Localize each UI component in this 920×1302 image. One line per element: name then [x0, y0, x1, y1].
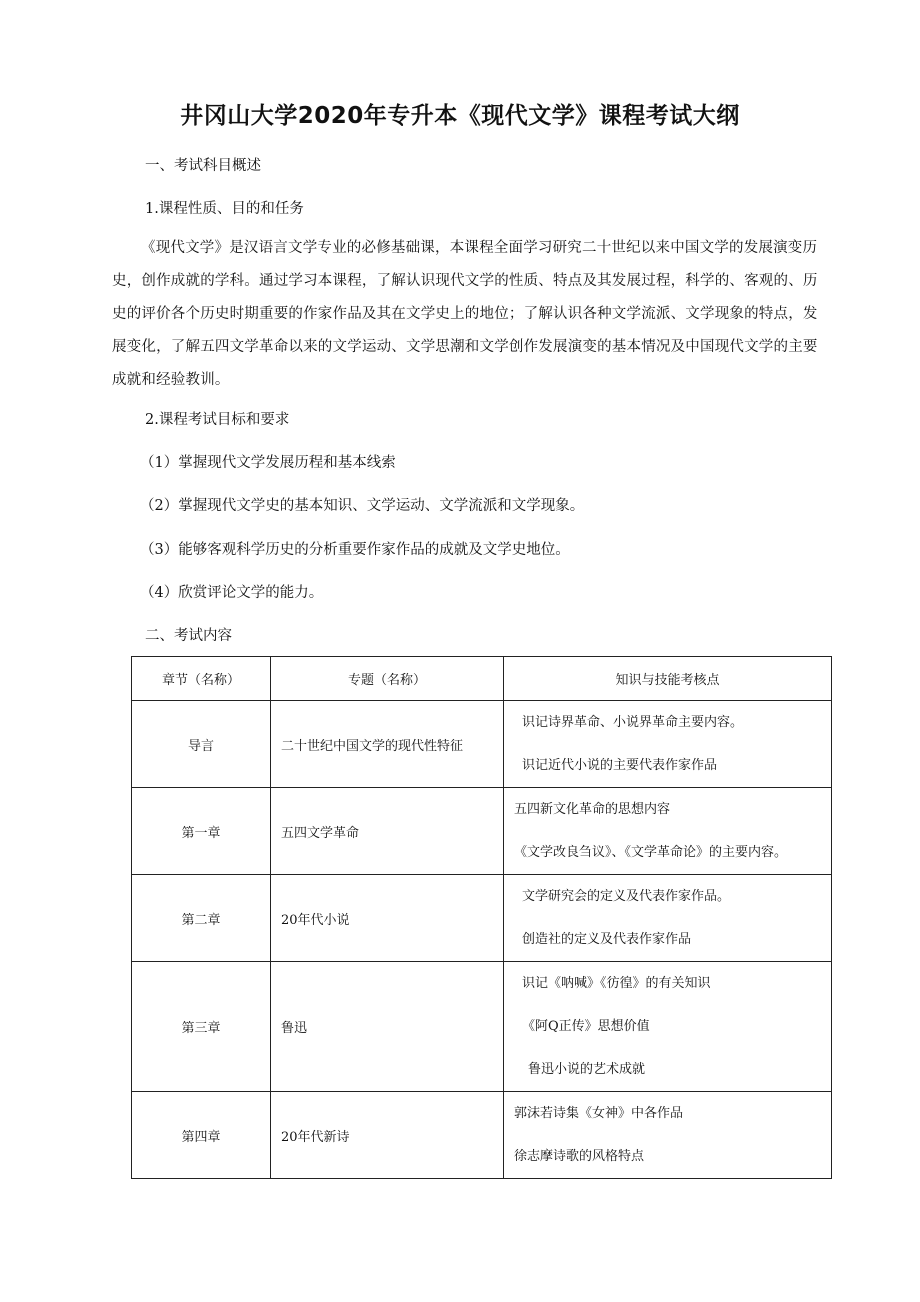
table-row — [132, 701, 832, 788]
goal-item: （4）欣赏评论文学的能力。 — [140, 585, 324, 601]
knowledge-point: 五四新文化革命的思想内容 — [514, 802, 671, 817]
exam-content-table — [131, 656, 832, 1179]
column-header-points: 知识与技能考核点 — [504, 657, 832, 701]
goal-item: （3）能够客观科学历史的分析重要作家作品的成就及文学史地位。 — [140, 542, 570, 558]
table-row — [132, 788, 832, 875]
goal-item: （1）掌握现代文学发展历程和基本线索 — [140, 455, 396, 471]
chapter-cell: 导言 — [132, 701, 271, 788]
knowledge-point: 《阿Q正传》思想价值 — [522, 1019, 650, 1034]
points-cell — [504, 1092, 832, 1179]
knowledge-point: 徐志摩诗歌的风格特点 — [514, 1149, 645, 1164]
subheading-course-nature: 1.课程性质、目的和任务 — [145, 201, 304, 217]
chapter-cell: 第二章 — [132, 875, 271, 962]
column-header-chapter: 章节（名称） — [132, 657, 271, 701]
points-cell — [504, 788, 832, 875]
points-cell — [504, 962, 832, 1092]
topic-cell: 鲁迅 — [271, 962, 504, 1092]
column-header-topic: 专题（名称） — [271, 657, 504, 701]
topic-cell: 20年代小说 — [271, 875, 504, 962]
points-cell — [504, 701, 832, 788]
knowledge-point: 鲁迅小说的艺术成就 — [528, 1062, 646, 1077]
course-description-paragraph: 《现代文学》是汉语言文学专业的必修基础课，本课程全面学习研究二十世纪以来中国文学的发展演变历史，创作成就的学科。通过学习本课程，了解认识现代文学的性质、特点及其发展过程，科学的、客观的、历史的评价各个历史时期重要的作家作品及其在文学史上的地位；了解认识各种文学流派、文学现象的特点，发展变化，了解五四文学革命以来的文学运动、文学思潮和文学创作发展演变的基本情况及中国现代文学的主要成就和经验教训。 — [112, 240, 818, 388]
chapter-cell: 第三章 — [132, 962, 271, 1092]
table-row — [132, 875, 832, 962]
chapter-cell: 第四章 — [132, 1092, 271, 1179]
table-header-row — [132, 657, 832, 701]
knowledge-point: 郭沫若诗集《女神》中各作品 — [514, 1106, 684, 1121]
points-cell — [504, 875, 832, 962]
topic-cell: 五四文学革命 — [271, 788, 504, 875]
topic-cell: 20年代新诗 — [271, 1092, 504, 1179]
knowledge-point: 识记《呐喊》《彷徨》的有关知识 — [522, 976, 711, 991]
topic-cell: 二十世纪中国文学的现代性特征 — [271, 701, 504, 788]
subheading-exam-goals: 2.课程考试目标和要求 — [145, 412, 290, 428]
table-row — [132, 1092, 832, 1179]
knowledge-point: 创造社的定义及代表作家作品 — [522, 932, 692, 947]
knowledge-point: 识记诗界革命、小说界革命主要内容。 — [522, 715, 744, 730]
knowledge-point: 文学研究会的定义及代表作家作品。 — [522, 889, 731, 904]
document-title: 井冈山大学2020年专升本《现代文学》课程考试大纲 — [180, 103, 740, 129]
section-heading-overview: 一、考试科目概述 — [145, 158, 261, 174]
goal-item: （2）掌握现代文学史的基本知识、文学运动、文学流派和文学现象。 — [140, 498, 585, 514]
section-heading-content: 二、考试内容 — [145, 628, 232, 644]
table-row — [132, 962, 832, 1092]
knowledge-point: 《文学改良刍议》、《文学革命论》的主要内容。 — [514, 845, 788, 860]
chapter-cell: 第一章 — [132, 788, 271, 875]
knowledge-point: 识记近代小说的主要代表作家作品 — [522, 758, 718, 773]
